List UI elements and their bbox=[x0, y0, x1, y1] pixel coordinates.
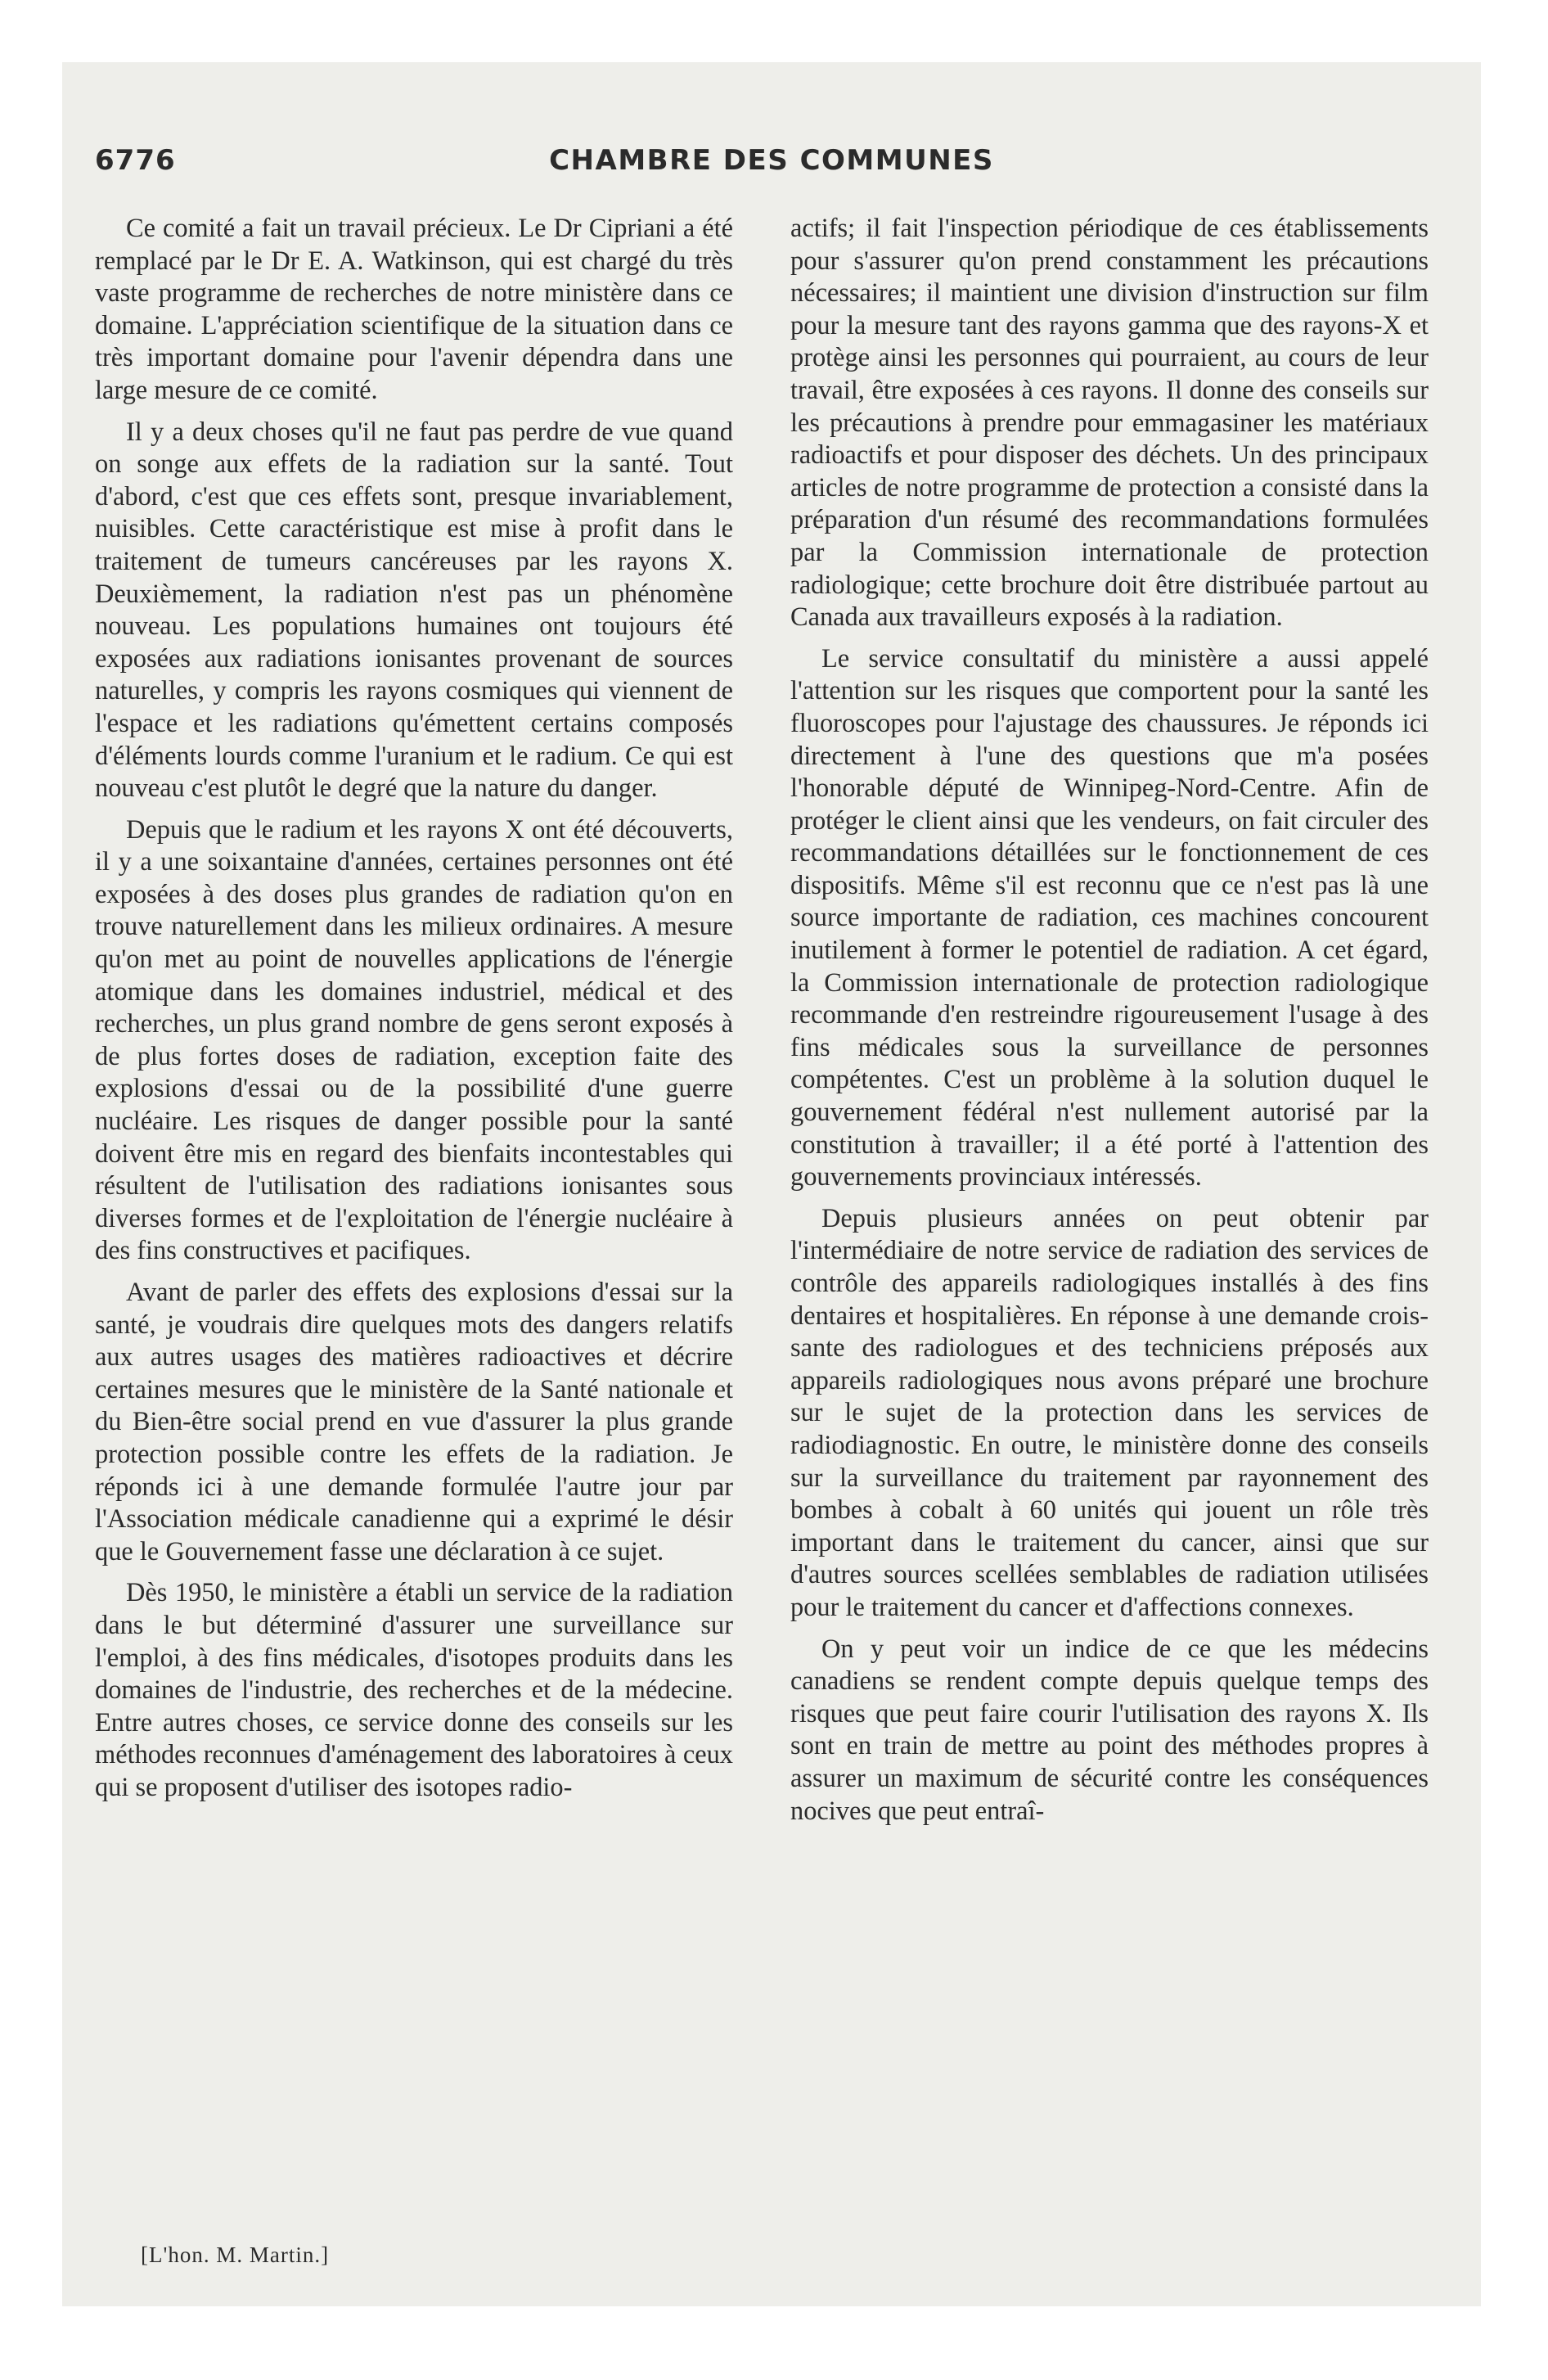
page-header bbox=[95, 144, 1448, 185]
left-column bbox=[95, 213, 733, 1814]
paragraph: Dès 1950, le ministère a établi un service de la radiation dans le but déterminé d'assurer une surveillance sur l'emploi, à des fins médicales, d'isotopes produits dans les domaines de l'industrie, des recherches et de la médecine. Entre autres choses, ce service donne des conseils sur les méthodes reconnues d'aménagement des laboratoires à ceux qui se proposent d'utiliser des isotopes radio- bbox=[95, 1578, 733, 1802]
paragraph: Depuis plusieurs années on peut obtenir par l'intermédiaire de notre service de radiation des services de contrôle des appareils radiologiques installés à des fins dentaires et hospitalières. En réponse à une demande croissante des radiologues et des techniciens préposés aux appareils radiologiques nous avons préparé une brochure sur le sujet de la protection dans les services de radiodiagnostic. En outre, le ministère donne des conseils sur la surveillance du traitement par rayonnement des bombes à cobalt à 60 unités qui jouent un rôle très important dans le traitement du cancer, ainsi que sur d'autres sources scellées semblables de radiation utilisées pour le traitement du cancer et d'affections connexes. bbox=[790, 1203, 1429, 1622]
paragraph: On y peut voir un indice de ce que les médecins canadiens se rendent compte depuis quelque temps des risques que peut faire courir l'utilisation des rayons X. Ils sont en train de mettre au point des méthodes propres à assurer un maximum de sécurité contre les conséquences nocives que peut entraî- bbox=[790, 1634, 1429, 1826]
paragraph: Le service consultatif du ministère a aussi appelé l'attention sur les risques que comportent pour la santé les fluoroscopes pour l'ajustage des chaussures. Je réponds ici directement à l'une des questions que m'a posées l'honorable député de Winnipeg-Nord-Centre. Afin de protéger le client ainsi que les vendeurs, on fait circuler des recommandations détaillées sur le fonctionnement de ces dispositifs. Même s'il est reconnu que ce n'est pas là une source importante de radiation, ces machines concourent inutilement à former le potentiel de radiation. A cet égard, la Commission internationale de protection radiologique recommande d'en restreindre rigoureusement l'usage à des fins médicales sous la surveillance de personnes compétentes. C'est un problème à la solution duquel le gouvernement fédéral n'est nullement autorisé par la constitution à travailler; il a été porté à l'attention des gouvernements provinciaux intéressés. bbox=[790, 643, 1429, 1192]
speaker-attribution: [L'hon. M. Martin.] bbox=[141, 2243, 330, 2267]
page-scan bbox=[62, 62, 1481, 2306]
paragraph: Depuis que le radium et les rayons X ont été découverts, il y a une soixantaine d'années, certaines personnes ont été exposées à des doses plus grandes de radiation qu'on en trouve naturellement dans les milieux ordinaires. A mesure qu'on met au point de nouvelles applications de l'énergie atomique dans les domaines industriel, médical et des recherches, un plus grand nombre de gens seront exposés à de plus fortes doses de radiation, exception faite des explosions d'essai ou de la possibilité d'une guerre nucléaire. Les risques de danger possible pour la santé doivent être mis en regard des bienfaits incontestables qui résultent de l'utilisation des radiations ionisantes sous diverses formes et de l'exploitation de l'énergie nucléaire à des fins constructives et pacifiques. bbox=[95, 814, 733, 1266]
right-column bbox=[790, 213, 1429, 1837]
page-number: 6776 bbox=[95, 144, 176, 177]
paragraph: Avant de parler des effets des explosions d'essai sur la santé, je voudrais dire quelques mots des dangers relatifs aux autres usages des matières radioactives et décrire certaines mesures que le ministère de la Santé nationale et du Bien-être social prend en vue d'assurer la plus grande protection possible contre les effets de la radiation. Je réponds ici à une demande formulée l'autre jour par l'Association médicale canadienne qui a exprimé le désir que le Gouvernement fasse une déclaration à ce sujet. bbox=[95, 1278, 733, 1566]
running-title: CHAMBRE DES COMMUNES bbox=[549, 144, 994, 177]
paragraph: actifs; il fait l'inspection périodique de ces établissements pour s'assurer qu'on prend constamment les précautions nécessaires; il maintient une division d'instruction sur film pour la mesure tant des rayons gamma que des rayons-X et protège ainsi les personnes qui pourraient, au cours de leur travail, être exposées à ces rayons. Il donne des conseils sur les précautions à prendre pour emmagasiner les matériaux radioactifs et pour disposer des déchets. Un des principaux articles de notre programme de protection a consisté dans la préparation d'un résumé des recommandations formulées par la Commission internationale de protection radiologique; cette brochure doit être distribuée partout au Canada aux travailleurs exposés à la radiation. bbox=[790, 214, 1429, 633]
paragraph: Ce comité a fait un travail précieux. Le Dr Cipriani a été remplacé par le Dr E. A. Watkinson, qui est chargé du très vaste programme de recherches de notre ministère dans ce domaine. L'appréciation scientifique de la situation dans ce très important domaine pour l'avenir dépendra dans une large mesure de ce comité. bbox=[95, 214, 733, 405]
paragraph: Il y a deux choses qu'il ne faut pas perdre de vue quand on songe aux effets de la radiation sur la santé. Tout d'abord, c'est que ces effets sont, presque invariablement, nuisibles. Cette caractéristique est mise à profit dans le traitement de tumeurs cancéreuses par les rayons X. Deuxièmement, la radiation n'est pas un phénomène nouveau. Les populations humaines ont toujours été exposées aux radiations ionisantes provenant de sources naturelles, y compris les rayons cosmiques qui viennent de l'espace et les radiations qu'émettent certains composés d'éléments lourds comme l'uranium et le radium. Ce qui est nouveau c'est plutôt le degré que la nature du danger. bbox=[95, 417, 733, 804]
